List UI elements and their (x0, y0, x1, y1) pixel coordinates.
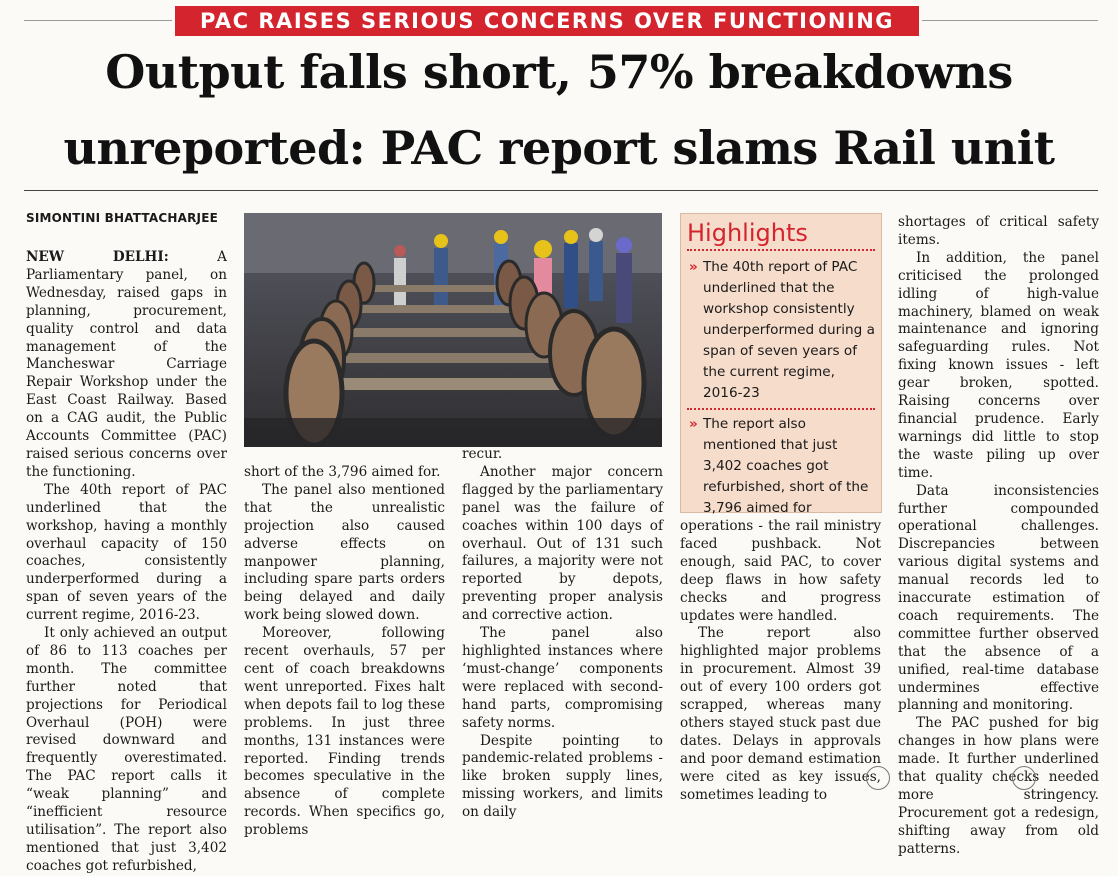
kicker-left-line (24, 20, 172, 21)
train-wheelsets-photo (244, 213, 662, 447)
col1-para-2: The 40th report of PAC underlined that the workshop, having a monthly overhaul capacity of 150 coaches, consistently underperformed during a span of seven years of the current regime, 2016-23. (26, 481, 227, 624)
col2-para-1: short of the 3,796 aimed for. (244, 464, 441, 480)
highlights-divider (687, 249, 875, 251)
col1-para-3: It only achieved an output of 86 to 113 coaches per month. The committee further noted that projections for Periodical Overhaul (POH) were revised downward and frequently overestimated. The PAC report calls it “weak planning” and “inefficient resource utilisation”. The report also mentioned that just 3,402 coaches got refurbished, (26, 625, 227, 874)
highlight-item-1 (681, 257, 881, 404)
column-2 (244, 464, 445, 840)
highlight-item-2 (681, 414, 881, 519)
dateline: NEW DELHI: (26, 249, 169, 265)
col2-para-2: The panel also mentioned that the unrealistic projection also caused adverse effects on manpower planning, including spare parts orders being delayed and daily work being slowed down. (244, 481, 445, 624)
highlights-separator (687, 408, 875, 410)
col1-para-1-text: A Parliamentary panel, on Wednesday, raised gaps in planning, procurement, quality control and data management of the Mancheswar Carriage Repair Workshop under the East Coast Railway. Based on a CAG audit, the Public Accounts Committee (PAC) raised serious concerns over the functioning. (26, 249, 227, 480)
headline-line-2: unreported: PAC report slams Rail unit (63, 121, 1055, 175)
column-5 (898, 214, 1099, 859)
byline: SIMONTINI BHATTACHARJEE (26, 211, 219, 225)
compass-mark-icon (866, 766, 890, 790)
highlights-title: Highlights (687, 219, 808, 247)
column-1 (26, 249, 227, 876)
highlight-item-2-text: The report also mentioned that just 3,402 coaches got refurbished, short of the 3,796 aimed for (703, 416, 869, 516)
compass-mark-icon (1012, 766, 1036, 790)
col4-para-1: operations - the rail ministry faced pushback. Not enough, said PAC, to cover deep flaws in how safety checks and progress updates were handled. (680, 518, 881, 624)
col3-para-2: Another major concern flagged by the parliamentary panel was the failure of coaches within 100 days of overhaul. Out of 131 such failures, a majority were not reported by depots, preventing proper analysis and corrective action. (462, 463, 663, 624)
highlights-box (680, 213, 882, 516)
col3-para-4: Despite pointing to pandemic-related problems - like broken supply lines, missing workers, and limits on daily (462, 732, 663, 821)
col5-para-4: The PAC pushed for big changes in how plans were made. It further underlined that quality checks needed more stringency. Procurement got a redesign, shifting away from old patterns. (898, 715, 1099, 857)
double-chevron-icon: » (689, 259, 698, 275)
col2-para-3: Moreover, following recent overhauls, 57 per cent of coach breakdowns went unreported. Fixes halt when depots fail to log these problems. In just three months, 131 instances were reported. Finding trends becomes speculative in the absence of complete records. When specifics go, problems (244, 625, 445, 839)
headline-line-1: Output falls short, 57% breakdowns (105, 45, 1013, 99)
kicker-banner: PAC RAISES SERIOUS CONCERNS OVER FUNCTIONING (175, 6, 919, 36)
workshop-photo-illustration (244, 213, 662, 447)
kicker-right-line (922, 20, 1098, 21)
col3-para-3: The panel also highlighted instances where ‘must-change’ components were replaced with second-hand parts, compromising safety norms. (462, 625, 663, 731)
double-chevron-icon: » (689, 416, 698, 432)
col3-para-1: recur. (462, 446, 503, 462)
highlight-item-1-text: The 40th report of PAC underlined that the workshop consistently underperformed during a span of seven years of the current regime, 2016-23 (703, 259, 875, 401)
col5-para-1: shortages of critical safety items. (898, 214, 1099, 248)
col4-para-2: The report also highlighted major problems in procurement. Almost 39 out of every 100 orders got scrapped, whereas many others stayed stuck past due dates. Delays in approvals and poor demand estimation were cited as key issues, sometimes leading to (680, 625, 881, 803)
col1-para-1 (26, 249, 227, 482)
col5-para-3: Data inconsistencies further compounded operational challenges. Discrepancies between various digital systems and manual records led to inaccurate estimation of coach requirements. The committee further observed that the absence of a unified, real-time database undermines effective planning and monitoring. (898, 482, 1099, 714)
col5-para-2: In addition, the panel criticised the prolonged idling of high-value machinery, blamed on weak maintenance and ignoring safeguarding rules. Not fixing known issues - left gear broken, spotted. Raising concerns over financial prudence. Early warnings did little to stop the waste piling up over time. (898, 249, 1099, 481)
headline-rule (24, 190, 1098, 191)
column-3 (462, 446, 663, 822)
column-4 (680, 518, 881, 805)
